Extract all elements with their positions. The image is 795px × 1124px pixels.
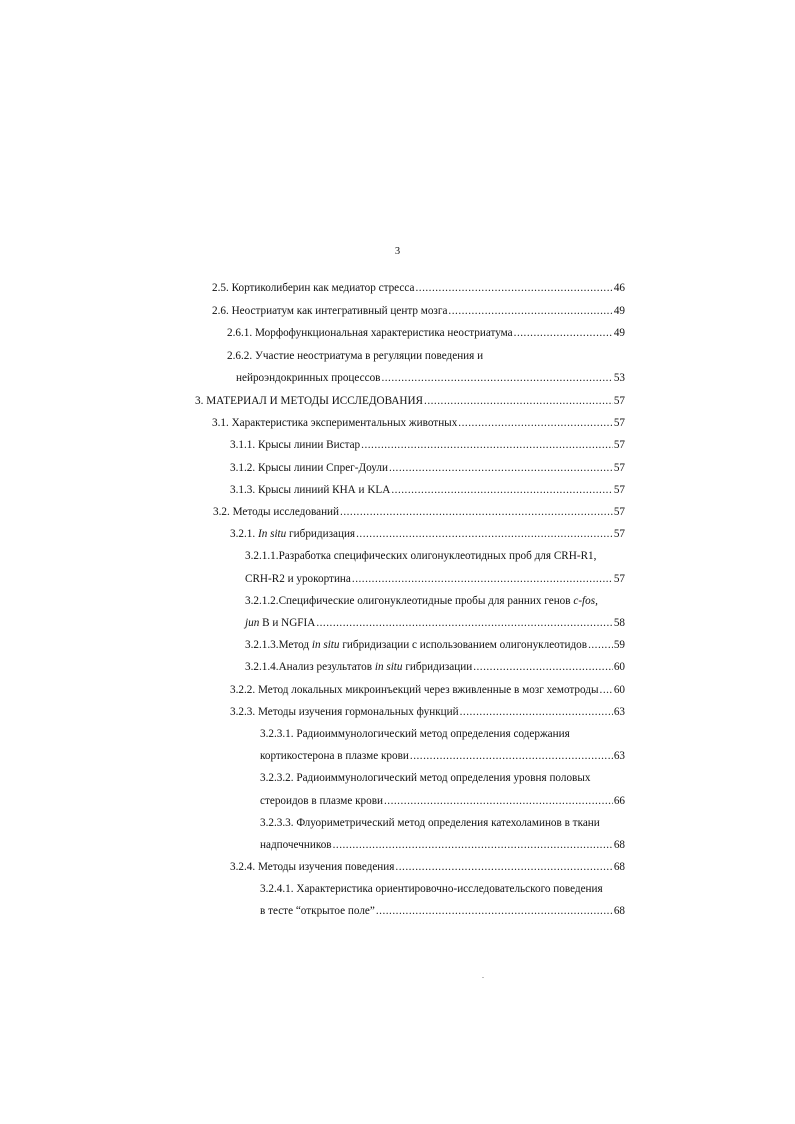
toc-entry-title bbox=[260, 816, 600, 830]
toc-dot-leader bbox=[389, 461, 613, 475]
toc-entry-page: 57 bbox=[613, 417, 625, 429]
toc-entry-title bbox=[260, 727, 570, 741]
toc-entry-page: 60 bbox=[613, 684, 625, 696]
toc-entry-title-part: нейроэндокринных процессов bbox=[236, 372, 381, 384]
toc-dot-leader bbox=[600, 683, 613, 697]
toc-entry-title-part: гибридизации с использованием олигонуклеотидов bbox=[339, 639, 588, 651]
toc-dot-leader bbox=[473, 660, 613, 674]
toc-entry-title-part: кортикостерона в плазме крови bbox=[260, 750, 409, 762]
toc-entry-title-part: 3.2.3.3. Флуориметрический метод определения катехоламинов в ткани bbox=[260, 817, 600, 829]
toc-entry-title-part: 3.2.3. Методы изучения гормональных функций bbox=[230, 706, 459, 718]
toc-entry-title bbox=[230, 683, 599, 697]
toc-entry bbox=[227, 326, 625, 340]
toc-entry-title-part: гибридизация bbox=[286, 528, 356, 540]
toc-entry bbox=[245, 594, 598, 608]
toc-entry-title-part: jun bbox=[245, 617, 260, 629]
toc-entry-title-part: 3. МАТЕРИАЛ И МЕТОДЫ ИССЛЕДОВАНИЯ bbox=[195, 395, 424, 407]
toc-entry-title-part: 3.2. Методы исследований bbox=[213, 506, 340, 518]
toc-entry bbox=[245, 638, 625, 652]
toc-entry-title-part: CRH-R2 и урокортина bbox=[245, 573, 351, 585]
page-number: 3 bbox=[394, 246, 401, 257]
toc-entry-title-part: 2.6.1. Морфофункциональная характеристика неостриатума bbox=[227, 327, 513, 339]
toc-entry-page: 68 bbox=[613, 861, 625, 873]
toc-entry-page: 57 bbox=[613, 506, 625, 518]
toc-entry-title bbox=[260, 771, 590, 785]
toc-entry-title-part: 3.2.2. Метод локальных микроинъекций через вживленные в мозг хемотроды bbox=[230, 684, 599, 696]
toc-entry-title-part: 2.5. Кортиколиберин как медиатор стресса bbox=[212, 282, 415, 294]
toc-entry bbox=[230, 527, 625, 541]
toc-entry-title-part: стероидов в плазме крови bbox=[260, 795, 383, 807]
toc-entry-title bbox=[245, 616, 315, 630]
toc-entry-title bbox=[260, 904, 375, 918]
toc-entry-title bbox=[245, 638, 587, 652]
toc-entry bbox=[212, 304, 625, 318]
toc-entry bbox=[260, 882, 603, 896]
toc-entry-page: 53 bbox=[613, 372, 625, 384]
toc-entry-title bbox=[230, 461, 388, 475]
toc-entry bbox=[260, 794, 625, 808]
toc-entry-title bbox=[212, 416, 457, 430]
toc-entry bbox=[245, 616, 625, 630]
toc-dot-leader bbox=[448, 304, 612, 318]
toc-dot-leader bbox=[356, 527, 613, 541]
toc-entry-title-part: 3.2.1.1.Разработка специфических олигонуклеотидных проб для CRH-R1, bbox=[245, 550, 597, 562]
toc-entry bbox=[230, 461, 625, 475]
toc-entry-title-part: In situ bbox=[257, 528, 287, 540]
toc-entry-title-part: 3.2.1.4.Анализ результатов bbox=[245, 661, 375, 673]
toc-entry-page: 57 bbox=[613, 462, 625, 474]
toc-entry-title bbox=[245, 572, 351, 586]
toc-entry-page: 60 bbox=[613, 661, 625, 673]
toc-entry-title-part: 3.1.1. Крысы линии Вистар bbox=[230, 439, 361, 451]
toc-entry bbox=[260, 771, 590, 785]
toc-entry-page: 57 bbox=[613, 573, 625, 585]
toc-entry bbox=[230, 438, 625, 452]
toc-dot-leader bbox=[588, 638, 613, 652]
toc-entry-title-part: надпочечников bbox=[260, 839, 332, 851]
toc-dot-leader bbox=[395, 860, 612, 874]
toc-entry-title-part: in situ bbox=[311, 639, 340, 651]
toc-entry-title bbox=[245, 594, 598, 608]
toc-entry bbox=[195, 394, 625, 408]
toc-entry bbox=[245, 549, 596, 563]
toc-entry-title bbox=[227, 349, 483, 363]
toc-dot-leader bbox=[391, 483, 612, 497]
toc-entry-title-part: 3.2.4. Методы изучения поведения bbox=[230, 861, 395, 873]
toc-entry-title-part: 3.2.3.2. Радиоиммунологический метод определения уровня половых bbox=[260, 772, 591, 784]
toc-entry-page: 63 bbox=[613, 750, 625, 762]
toc-entry-title bbox=[260, 749, 409, 763]
toc-entry-title bbox=[260, 838, 332, 852]
toc-entry-page: 49 bbox=[613, 327, 625, 339]
toc-dot-leader bbox=[333, 838, 613, 852]
toc-entry-title-part: 3.2.1. bbox=[230, 528, 258, 540]
toc-dot-leader bbox=[376, 904, 613, 918]
toc-entry bbox=[260, 838, 625, 852]
toc-entry-title bbox=[212, 304, 447, 318]
toc-entry-page: 57 bbox=[613, 439, 625, 451]
toc-entry bbox=[236, 371, 625, 385]
toc-entry-page: 59 bbox=[613, 639, 625, 651]
toc-entry-page: 68 bbox=[613, 905, 625, 917]
toc-entry-page: 57 bbox=[613, 484, 625, 496]
scan-speck bbox=[482, 977, 484, 978]
toc-entry-title bbox=[227, 326, 513, 340]
toc-entry-title bbox=[260, 794, 383, 808]
toc-dot-leader bbox=[340, 505, 613, 519]
toc-entry-page: 63 bbox=[613, 706, 625, 718]
toc-dot-leader bbox=[460, 705, 613, 719]
toc-entry-title bbox=[245, 660, 472, 674]
toc-entry-page: 57 bbox=[613, 528, 625, 540]
toc-entry bbox=[213, 505, 625, 519]
toc-entry bbox=[227, 349, 483, 363]
toc-entry bbox=[260, 816, 600, 830]
toc-entry bbox=[212, 281, 625, 295]
toc-dot-leader bbox=[352, 572, 613, 586]
toc-entry-page: 46 bbox=[613, 282, 625, 294]
toc-entry-title-part: 2.6.2. Участие неостриатума в регуляции поведения и bbox=[227, 350, 484, 362]
toc-entry-title-part: в тесте “открытое поле” bbox=[260, 905, 375, 917]
toc-entry bbox=[212, 416, 625, 430]
toc-entry bbox=[230, 483, 625, 497]
toc-entry bbox=[230, 860, 625, 874]
toc-entry-page: 68 bbox=[613, 839, 625, 851]
toc-entry-title bbox=[230, 705, 459, 719]
toc-entry-title bbox=[236, 371, 380, 385]
toc-entry bbox=[245, 660, 625, 674]
toc-dot-leader bbox=[410, 749, 613, 763]
toc-entry-page: 57 bbox=[613, 395, 625, 407]
toc-entry bbox=[230, 705, 625, 719]
toc-entry-title-part: 3.2.1.2.Специфические олигонуклеотидные пробы для ранних генов bbox=[245, 595, 574, 607]
toc-entry-title-part: c-fos, bbox=[573, 595, 598, 607]
toc-entry-title-part: 3.2.1.3.Метод bbox=[245, 639, 312, 651]
toc-entry-page: 49 bbox=[613, 305, 625, 317]
toc-entry-title bbox=[230, 527, 355, 541]
toc-dot-leader bbox=[316, 616, 612, 630]
toc-entry-title bbox=[213, 505, 339, 519]
toc-entry bbox=[260, 749, 625, 763]
toc-entry bbox=[260, 904, 625, 918]
toc-entry-title-part: 3.1.2. Крысы линии Спрег-Доули bbox=[230, 462, 388, 474]
toc-entry-title bbox=[260, 882, 603, 896]
toc-entry-title-part: 3.1. Характеристика экспериментальных животных bbox=[212, 417, 458, 429]
toc-dot-leader bbox=[514, 326, 613, 340]
toc-entry-page: 58 bbox=[613, 617, 625, 629]
toc-dot-leader bbox=[424, 394, 613, 408]
toc-dot-leader bbox=[384, 794, 613, 808]
toc-dot-leader bbox=[415, 281, 612, 295]
toc-entry-title-part: in situ bbox=[374, 661, 403, 673]
toc-entry-title bbox=[195, 394, 423, 408]
toc-dot-leader bbox=[381, 371, 612, 385]
toc-entry-title-part: гибридизации bbox=[402, 661, 473, 673]
toc-entry-title bbox=[230, 483, 390, 497]
toc-entry-title-part: B и NGFIA bbox=[259, 617, 316, 629]
toc-entry-title bbox=[230, 860, 394, 874]
toc-entry bbox=[245, 572, 625, 586]
toc-dot-leader bbox=[361, 438, 613, 452]
toc-entry-title-part: 2.6. Неостриатум как интегративный центр мозга bbox=[212, 305, 448, 317]
toc-dot-leader bbox=[458, 416, 613, 430]
toc-entry-title-part: 3.1.3. Крысы линиий КНА и KLA bbox=[230, 484, 391, 496]
toc-entry-title bbox=[245, 549, 596, 563]
toc-entry-title bbox=[230, 438, 360, 452]
toc-entry bbox=[260, 727, 570, 741]
toc-entry bbox=[230, 683, 625, 697]
toc-entry-title-part: 3.2.3.1. Радиоиммунологический метод определения содержания bbox=[260, 728, 570, 740]
toc-entry-page: 66 bbox=[613, 795, 625, 807]
toc-entry-title bbox=[212, 281, 414, 295]
toc-entry-title-part: 3.2.4.1. Характеристика ориентировочно-исследовательского поведения bbox=[260, 883, 603, 895]
